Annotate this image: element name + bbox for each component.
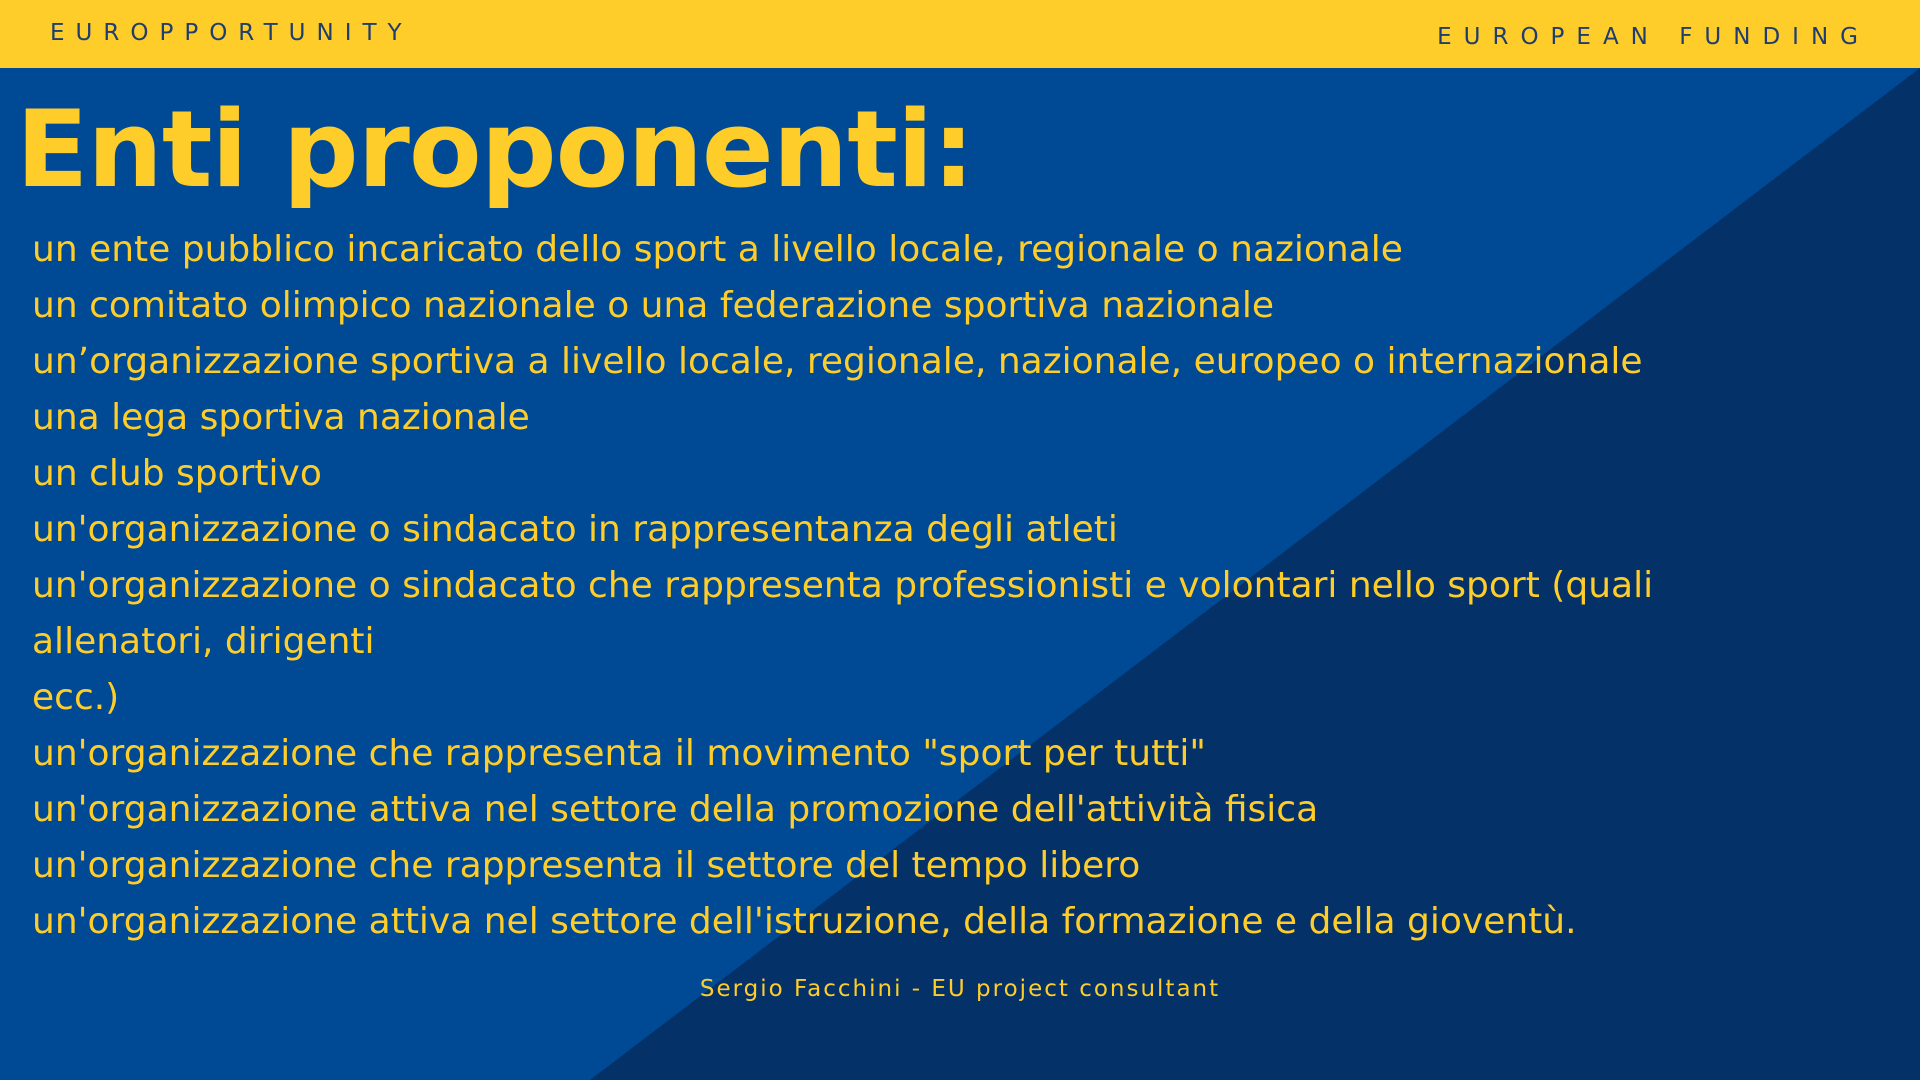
brand-name: EUROPPORTUNITY — [50, 20, 413, 46]
list-item: un ente pubblico incaricato dello sport a livello locale, regionale o nazionale — [32, 229, 1403, 270]
header-bar — [0, 0, 1920, 68]
list-item: un'organizzazione attiva nel settore della promozione dell'attività fisica — [32, 789, 1319, 830]
list-item: un'organizzazione o sindacato in rappresentanza degli atleti — [32, 509, 1118, 550]
list-item: un club sportivo — [32, 453, 322, 494]
footer-credit: Sergio Facchini - EU project consultant — [699, 976, 1221, 1002]
list-item: ecc.) — [32, 677, 120, 718]
list-item: un’organizzazione sportiva a livello locale, regionale, nazionale, europeo o internazionale — [32, 341, 1643, 382]
page-title: Enti proponenti: — [16, 88, 974, 211]
applicant-list — [32, 222, 1872, 950]
list-item: un'organizzazione che rappresenta il settore del tempo libero — [32, 845, 1141, 886]
list-item: un comitato olimpico nazionale o una federazione sportiva nazionale — [32, 285, 1275, 326]
list-item: una lega sportiva nazionale — [32, 397, 530, 438]
list-item: un'organizzazione o sindacato che rappresenta professionisti e volontari nello sport (quali — [32, 565, 1654, 606]
list-item: allenatori, dirigenti — [32, 621, 375, 662]
brand-tagline: EUROPEAN FUNDING — [1437, 24, 1870, 50]
list-item: un'organizzazione attiva nel settore dell'istruzione, della formazione e della gioventù. — [32, 901, 1577, 942]
list-item: un'organizzazione che rappresenta il movimento "sport per tutti" — [32, 733, 1206, 774]
